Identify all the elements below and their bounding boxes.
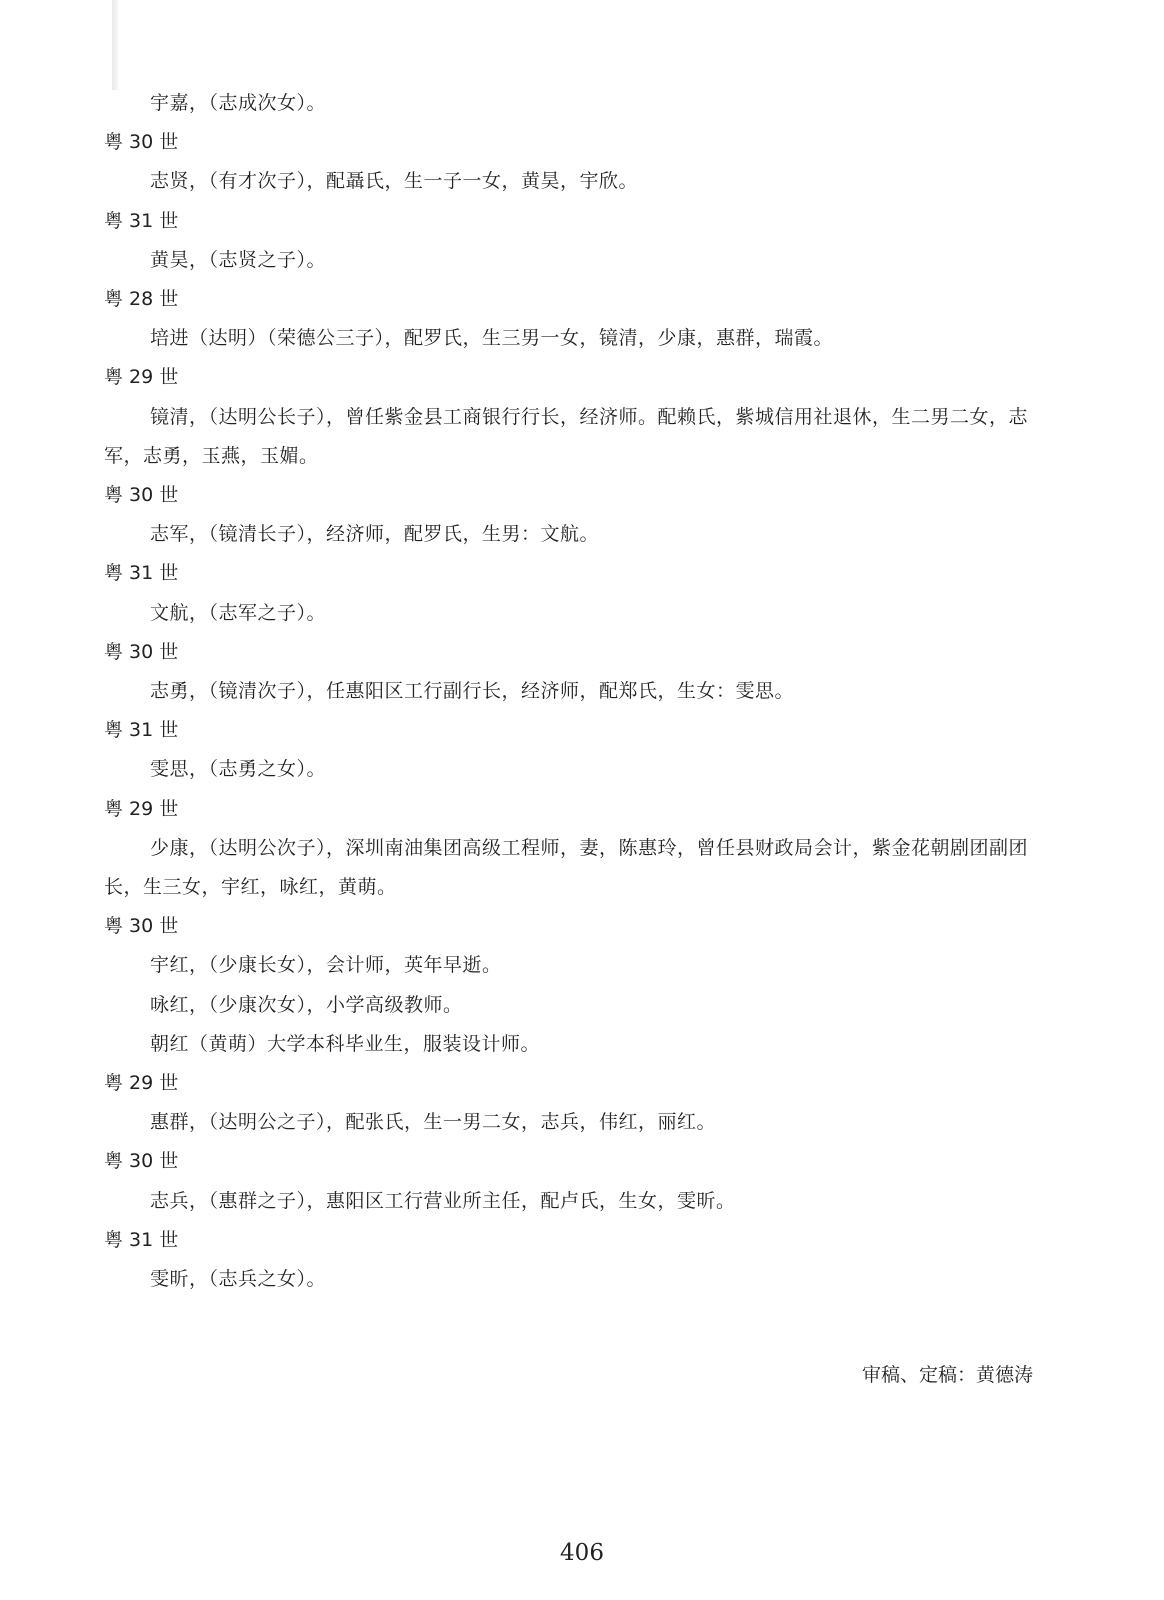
page-number: 406 — [560, 1540, 604, 1566]
entry-text: 志军，（镜清长子），经济师，配罗氏，生男：文航。 — [150, 523, 600, 546]
entry-text: 文航，（志军之子）。 — [150, 601, 327, 624]
entry-text: 少康，（达明公次子），深圳南油集团高级工程师，妻，陈惠玲，曾任县财政局会计，紫金花朝剧团副团长，生三女，宇红，咏红，黄萌。 — [104, 836, 1029, 898]
generation-heading: 粤 29 世 — [104, 366, 179, 389]
entry-text: 培进（达明）（荣德公三子），配罗氏，生三男一女，镜清，少康，惠群，瑞霞。 — [150, 327, 834, 350]
generation-heading: 粤 30 世 — [104, 640, 179, 663]
generation-heading: 粤 30 世 — [104, 1150, 179, 1173]
generation-heading: 粤 31 世 — [104, 209, 179, 232]
entry-text: 志兵，（惠群之子），惠阳区工行营业所主任，配卢氏，生女，雯昕。 — [150, 1189, 736, 1212]
generation-heading: 粤 30 世 — [104, 131, 179, 154]
entry-text: 雯思，（志勇之女）。 — [150, 758, 327, 781]
generation-heading: 粤 29 世 — [104, 1071, 179, 1094]
reviewer-credit: 审稿、定稿：黄德涛 — [861, 1364, 1033, 1386]
entry-text: 志勇，（镜清次子），任惠阳区工行副行长，经济师，配郑氏，生女：雯思。 — [150, 679, 795, 702]
entry-text: 镜清，（达明公长子），曾任紫金县工商银行行长，经济师。配赖氏，紫城信用社退休，生二男二女，志军，志勇，玉燕，玉媚。 — [104, 405, 1029, 467]
entry-text: 雯昕，（志兵之女）。 — [150, 1267, 327, 1290]
generation-heading: 粤 30 世 — [104, 483, 179, 506]
entry-text: 朝红（黄萌）大学本科毕业生，服装设计师。 — [150, 1032, 541, 1055]
genealogy-body — [104, 84, 1034, 1299]
generation-heading: 粤 30 世 — [104, 915, 179, 938]
entry-text: 咏红，（少康次女），小学高级教师。 — [150, 993, 463, 1016]
entry-text: 志贤，（有才次子），配聶氏，生一子一女，黄昊，宇欣。 — [150, 170, 639, 193]
generation-heading: 粤 28 世 — [104, 287, 179, 310]
entry-text: 宇嘉，（志成次女）。 — [150, 92, 327, 114]
entry-text: 黄昊，（志贤之子）。 — [150, 248, 327, 271]
generation-heading: 粤 29 世 — [104, 797, 179, 820]
generation-heading: 粤 31 世 — [104, 1228, 179, 1251]
generation-heading: 粤 31 世 — [104, 562, 179, 585]
generation-heading: 粤 31 世 — [104, 719, 179, 742]
binding-shadow — [112, 0, 118, 90]
entry-text: 宇红，（少康长女），会计师，英年早逝。 — [150, 954, 502, 977]
entry-text: 惠群，（达明公之子），配张氏，生一男二女，志兵，伟红，丽红。 — [150, 1111, 717, 1134]
